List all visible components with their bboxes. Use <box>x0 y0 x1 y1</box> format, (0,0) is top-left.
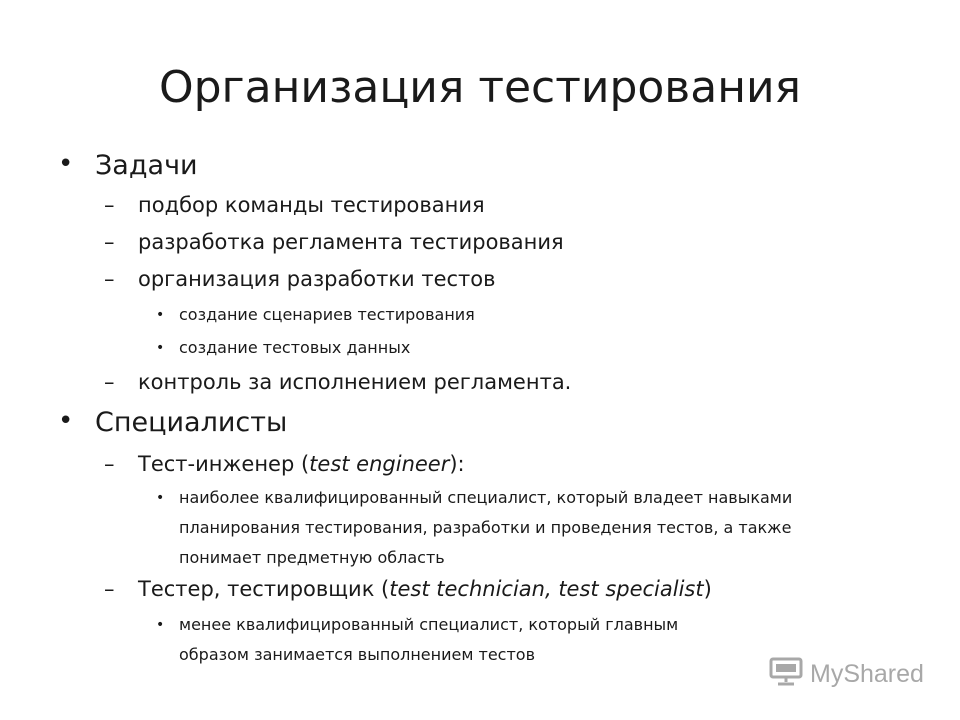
bullet-icon: • <box>58 406 74 436</box>
sub-list-item: • наиболее квалифицированный специалист, который владеет навыками планирования тестирования, разработки и проведения тестов, а также понимает предметную область <box>179 483 869 573</box>
bullet-icon: • <box>156 490 165 506</box>
list-item: – Тест-инженер (test engineer): <box>104 452 465 476</box>
dash-icon: – <box>104 370 115 394</box>
sub-list-item: • создание тестовых данных <box>179 333 410 363</box>
sub-list-item: • создание сценариев тестирования <box>179 300 475 330</box>
sub-list-item: • менее квалифицированный специалист, который главным образом занимается выполнением тестов <box>179 610 739 670</box>
dash-icon: – <box>104 193 115 217</box>
list-item: – контроль за исполнением регламента. <box>104 370 572 394</box>
section-heading-specialists: • Специалисты <box>58 406 288 438</box>
list-item: – Тестер, тестировщик (test technician, test specialist) <box>104 577 712 601</box>
bullet-icon: • <box>156 340 165 356</box>
dash-icon: – <box>104 577 115 601</box>
watermark-logo <box>768 658 924 690</box>
bullet-icon: • <box>58 149 74 179</box>
bullet-icon: • <box>156 307 165 323</box>
dash-icon: – <box>104 452 115 476</box>
list-item: – разработка регламента тестирования <box>104 230 564 254</box>
watermark-text: MyShared <box>810 659 924 688</box>
list-item: – организация разработки тестов <box>104 267 496 291</box>
dash-icon: – <box>104 230 115 254</box>
projector-screen-icon <box>768 657 804 691</box>
section-heading-tasks: • Задачи <box>58 149 198 181</box>
bullet-icon: • <box>156 617 165 633</box>
slide-title: Организация тестирования <box>158 62 802 113</box>
dash-icon: – <box>104 267 115 291</box>
list-item: – подбор команды тестирования <box>104 193 485 217</box>
